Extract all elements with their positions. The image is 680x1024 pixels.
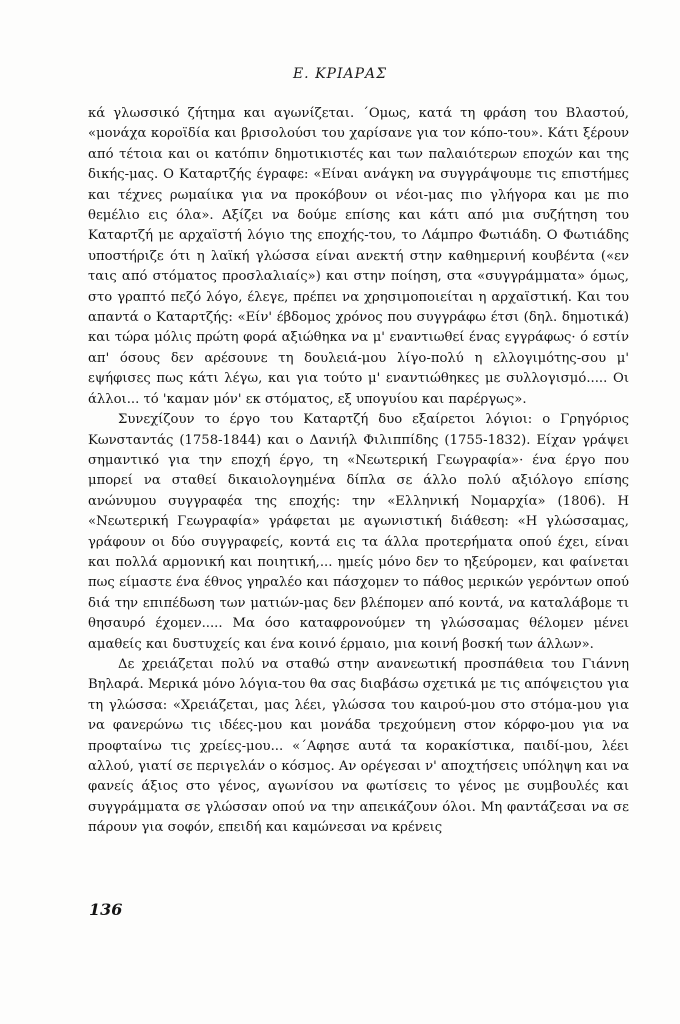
paragraph: Συνεχίζουν το έργο του Καταρτζή δυο εξαίρετοι λόγιοι: ο Γρηγόριος Κωνσταντάς (1758-1844) και ο Δανιήλ Φιλιππίδης (1755-1832). Είχαν γράψει σημαντικό για την εποχή έργο, τη «Νεωτερική Γεωγραφία»· ένα έργο που μπορεί να σταθεί δικαιολογημένα δίπλα σε άλλο πολύ αξιόλογο επίσης ανώνυμου συγγραφέα της εποχής: την «Ελληνική Νομαρχία» (1806). Η «Νεωτερική Γεωγραφία» γράφεται με αγωνιστική διάθεση: «Η γλώσσαμας, γράφουν οι δύο συγγραφείς, κοντά εις τα άλλα προτερήματα οπού έχει, είναι και πολλά αρμονική και ποιητική,... ημείς μόνο δεν το ηξεύρομεν, και φαίνεται πως είμαστε ένα έθνος γηραλέο και πάσχομεν το πάθος μερικών γερόντων οπού διά την επιπέδωση των ματιών-μας δεν βλέπομεν από κοντά, να καταλάβομε τι θησαυρό έχομεν..... Μα όσο καταφρονούμεν τη γλώσσαμας θέλομεν μένει αμαθείς και δυστυχείς και ένα κοινό έρμαιο, μια κοινή βοσκή των άλλων». xyxy=(88,412,629,652)
body-text xyxy=(88,104,629,839)
page-number: 136 xyxy=(89,900,123,919)
running-title: Ε. ΚΡΙΑΡΑΣ xyxy=(292,66,388,82)
paragraph: Δε χρειάζεται πολύ να σταθώ στην ανανεωτική προσπάθεια του Γιάννη Βηλαρά. Μερικά μόνο λόγια-του θα σας διαβάσω σχετικά με τις απόψειςτου για τη γλώσσα: «Χρειάζεται, μας λέει, γλώσσα του καιρού-μου στο στόμα-μου για να φανερώνω τις ιδέες-μου και μονάδα τρεχούμενη στον κόρφο-μου για να προφταίνω τις χρείες-μου... «΄Αφησε αυτά τα κορακίστικα, παιδί-μου, λέει αλλού, γιατί σε περιγελάν ο κόσμος. Αν ορέγεσαι ν' αποχτήσεις υπόληψη και να φανείς άξιος στο γένος, αγωνίσου να φωτίσεις το γένος με συμβουλές και συγγράμματα σε γλώσσαν οπού να την απεικάζουν όλοι. Μη φαντάζεσαι να σε πάρουν για σοφόν, επειδή και καμώνεσαι να κρένεις xyxy=(88,656,629,836)
paragraph: κά γλωσσικό ζήτημα και αγωνίζεται. ΄Ομως, κατά τη φράση του Βλαστού, «μονάχα κοροϊδία και βρισολούσι του χαρίσανε για τον κόπο-του». Κάτι ξέρουν από τέτοια και οι κατόπιν δημοτικιστές και των παλαιότερων εποχών και της δικής-μας. Ο Καταρτζής έγραφε: «Είναι ανάγκη να συγγράψουμε τις επιστήμες και τέχνες ρωμαίικα για να προκόβουν οι νέοι-μας πιο γλήγορα και με πιο θεμέλιο εις όλα». Αξίζει να δούμε επίσης και κάτι από μια συζήτηση του Καταρτζή με αρχαϊστή λόγιο της εποχής-του, το Λάμπρο Φωτιάδη. Ο Φωτιάδης υποστήριζε ότι η λαϊκή γλώσσα είναι ανεκτή στην καθημερινή κουβέντα («εν ταις από στόματος προσλαλιαίς») και στην ποίηση, στα «συγγράμματα» όμως, στο γραπτό πεζό λόγο, έλεγε, πρέπει να χρησιμοποιείται η αρχαϊστική. Και του απαντά ο Καταρτζής: «Είν' έβδομος χρόνος που συγγράφω έτσι (δηλ. δημοτικά) και τώρα μόλις πρώτη φορά αξιώθηκα να μ' εναντιωθεί ένας εγγράφως· ό εστίν απ' όσους δεν αρέσουνε τη δουλειά-μου λίγο-πολύ η ελλογιμότης-σου μ' εψήφισες πως κάτι λέγω, και για τούτο μ' εναντιώθηκες με συλλογισμό..... Οι άλλοι... τό 'καμαν μόν' εκ στόματος, εξ υπογυίου και παρέργως». xyxy=(88,106,629,407)
